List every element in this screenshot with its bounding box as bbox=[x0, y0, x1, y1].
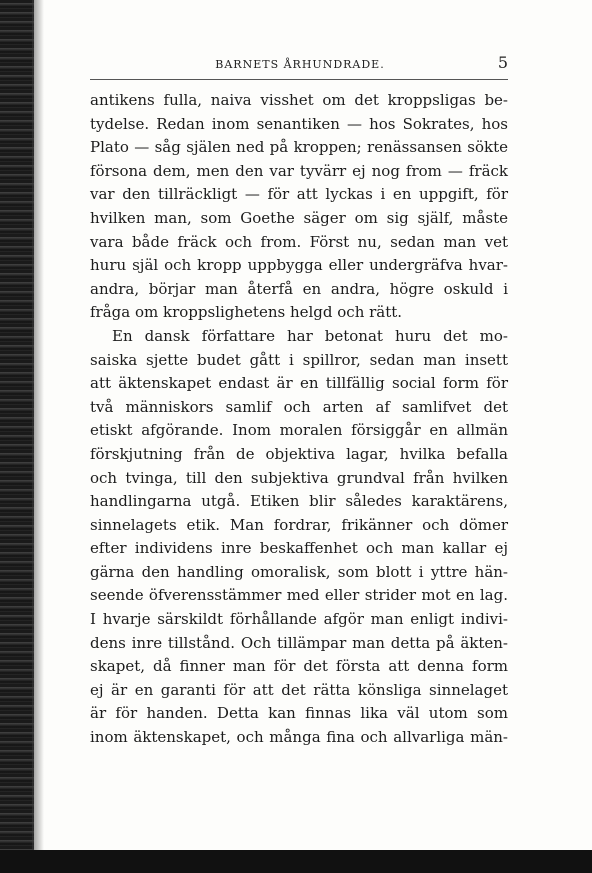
text-line: seende öfverensstämmer med eller strider mot en lag. bbox=[90, 586, 508, 605]
page-number: 5 bbox=[497, 53, 508, 72]
text-line: att äktenskapet endast är en tillfällig social form för bbox=[90, 374, 508, 393]
text-line: saiska sjette budet gått i spillror, sedan man insett bbox=[90, 350, 508, 369]
text-line: sinnelagets etik. Man fordrar, frikänner och dömer bbox=[90, 515, 508, 534]
text-line: I hvarje särskildt förhållande afgör man enligt indivi- bbox=[90, 610, 508, 629]
text-line: var den tillräckligt — för att lyckas i en uppgift, för bbox=[90, 185, 508, 204]
text-line: fråga om kroppslighetens helgd och rätt. bbox=[90, 303, 403, 322]
text-line: dens inre tillstånd. Och tillämpar man detta på äkten- bbox=[90, 633, 508, 652]
text-line: och tvinga, till den subjektiva grundval från hvilken bbox=[90, 468, 508, 487]
scan-bottom-shadow bbox=[0, 850, 592, 873]
text-line: efter individens inre beskaffenhet och man kallar ej bbox=[90, 539, 508, 558]
book-binding-edge bbox=[0, 0, 34, 873]
text-line: vara både fräck och from. Först nu, sedan man vet bbox=[90, 232, 508, 251]
text-line: försona dem, men den var tyvärr ej nog from — fräck bbox=[90, 161, 508, 180]
page-header bbox=[90, 50, 510, 76]
text-line: förskjutning från de objektiva lagar, hvilka befalla bbox=[90, 444, 508, 463]
text-line: andra, börjar man återfå en andra, högre oskuld i bbox=[90, 279, 508, 298]
running-head: BARNETS ÅRHUNDRADE. bbox=[215, 58, 385, 71]
text-line: huru själ och kropp uppbygga eller undergräfva hvar- bbox=[90, 256, 508, 275]
text-line: hvilken man, som Goethe säger om sig själf, måste bbox=[90, 208, 508, 227]
body-text bbox=[90, 89, 508, 750]
text-line: gärna den handling omoralisk, som blott i yttre hän- bbox=[90, 562, 508, 581]
text-line: Plato — såg själen ned på kroppen; renässansen sökte bbox=[90, 138, 508, 157]
text-line: inom äktenskapet, och många fina och allvarliga män- bbox=[90, 728, 508, 747]
text-line: skapet, då finner man för det första att denna form bbox=[90, 657, 508, 676]
text-line: En dansk författare har betonat huru det mo- bbox=[112, 326, 508, 345]
text-line: antikens fulla, naiva visshet om det kroppsligas be- bbox=[90, 91, 508, 109]
text-line: etiskt afgörande. Inom moralen försiggår en allmän bbox=[90, 421, 508, 440]
header-rule bbox=[90, 79, 508, 80]
text-line: ej är en garanti för att det rätta könsliga sinnelaget bbox=[90, 680, 508, 699]
text-line: tydelse. Redan inom senantiken — hos Sokrates, hos bbox=[90, 114, 508, 133]
text-line: är för handen. Detta kan finnas lika väl utom som bbox=[90, 704, 508, 723]
text-line: två människors samlif och arten af samlifvet det bbox=[90, 397, 508, 416]
text-line: handlingarna utgå. Etiken blir således karaktärens, bbox=[90, 492, 508, 511]
